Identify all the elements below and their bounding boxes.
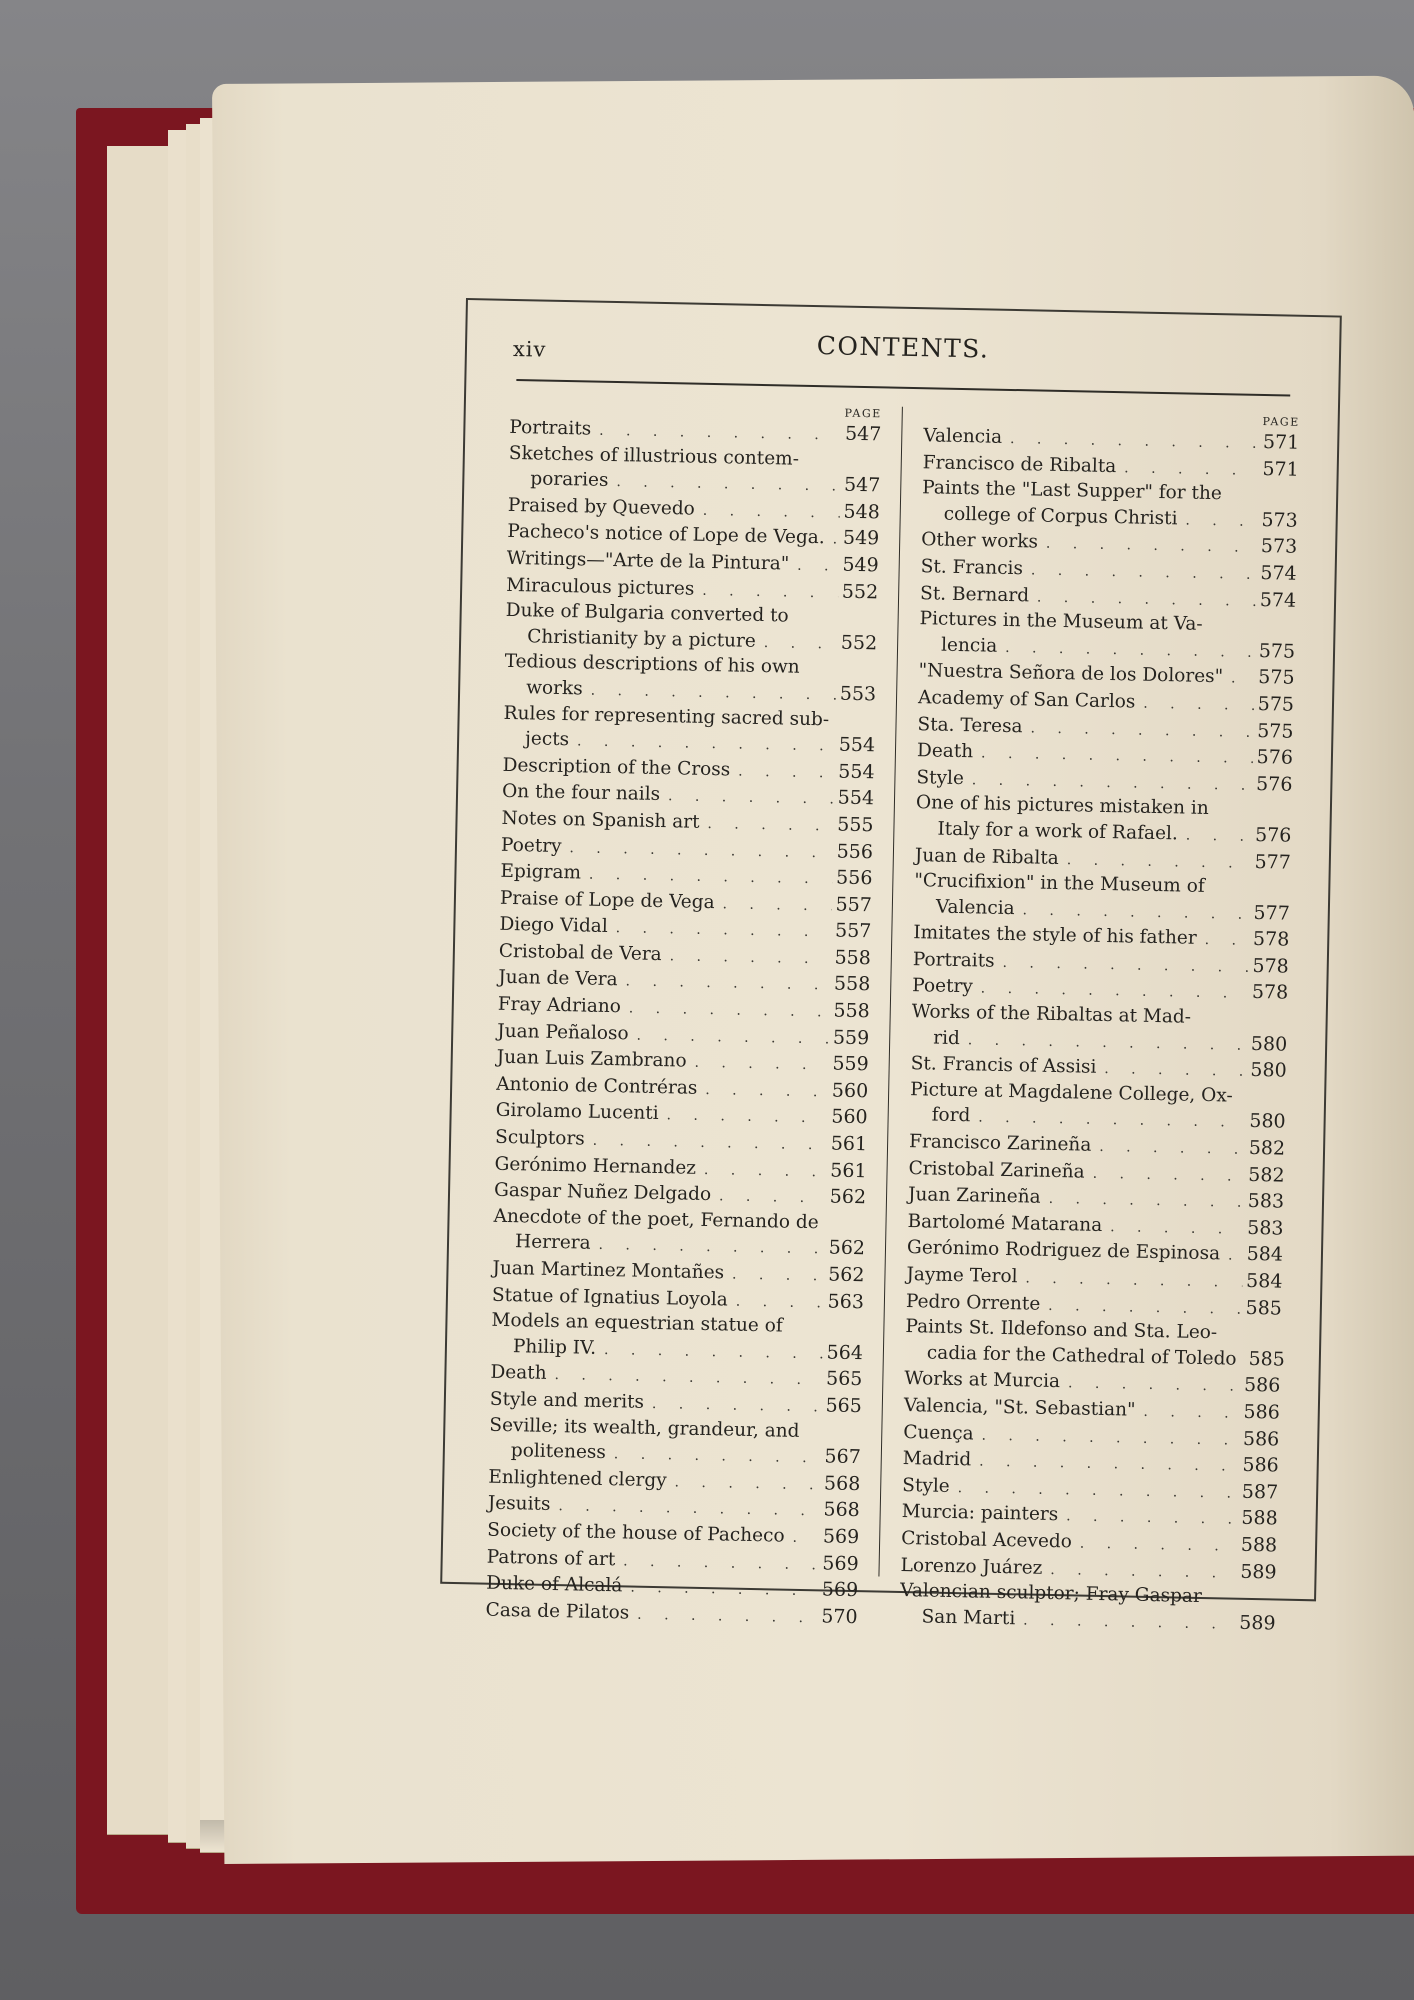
toc-page-number: 577	[1254, 850, 1292, 874]
toc-entry-text: Sculptors	[494, 1126, 585, 1150]
toc-page-number: 557	[835, 893, 873, 916]
toc-entry-text: Juan Luis Zambrano	[496, 1047, 687, 1072]
toc-entry	[504, 650, 877, 709]
toc-page-number: 586	[1243, 1400, 1281, 1424]
toc-entry-text: Gaspar Nuñez Delgado	[493, 1179, 712, 1206]
toc-page-number: 556	[836, 840, 874, 863]
toc-page-number: 585	[1245, 1296, 1283, 1320]
page-column-label: PAGE	[1262, 415, 1300, 429]
toc-page-number: 588	[1240, 1533, 1278, 1557]
toc-entry	[911, 1000, 1288, 1059]
toc-entry-text: Pacheco's notice of Lope de Vega.	[507, 521, 825, 549]
toc-entry-text: Anecdote of the poet, Fernando de	[493, 1205, 819, 1234]
toc-page-number: 577	[1253, 901, 1291, 925]
toc-entry-text: Praised by Quevedo	[507, 494, 696, 520]
toc-entry-text: Sta. Teresa	[917, 713, 1023, 737]
dot-leader	[699, 812, 833, 839]
toc-page-number: 567	[824, 1445, 862, 1469]
page-title: CONTENTS.	[816, 331, 990, 364]
toc-entry	[508, 441, 881, 500]
dot-leader	[658, 1103, 827, 1131]
toc-page-number: 558	[834, 946, 872, 970]
toc-entry-text: ford	[931, 1104, 971, 1127]
toc-entry-text: One of his pictures mistaken in	[915, 792, 1209, 820]
toc-entry-text: Juan de Vera	[498, 967, 618, 991]
dot-leader	[1178, 823, 1252, 849]
dot-leader	[1060, 1372, 1241, 1400]
dot-leader	[714, 892, 832, 919]
dot-leader	[789, 554, 839, 580]
toc-page-number: 571	[1262, 431, 1300, 454]
toc-page-number: 561	[830, 1132, 868, 1156]
toc-page-number: 562	[828, 1236, 866, 1260]
toc-page-number: 565	[825, 1394, 863, 1418]
toc-entry-text: Pedro Orrente	[905, 1290, 1041, 1315]
dot-leader	[660, 784, 834, 812]
toc-entry-text: Enlightened clergy	[488, 1466, 667, 1492]
toc-page-number: 555	[837, 813, 874, 837]
toc-page-number: 547	[843, 473, 881, 497]
toc-entry-text: Fray Adriano	[497, 993, 622, 1018]
toc-page-number: 564	[826, 1341, 864, 1364]
toc-entry-text: Jayme Terol	[906, 1264, 1018, 1288]
dot-leader	[644, 1392, 822, 1420]
toc-page-number: 578	[1252, 928, 1290, 951]
toc-page-number: 580	[1250, 1032, 1288, 1056]
entry-list-right	[899, 423, 1299, 1638]
dot-leader	[1223, 667, 1255, 692]
toc-entry-text: Bartolomé Matarana	[907, 1210, 1103, 1236]
toc-entry-text: Francisco de Ribalta	[922, 451, 1117, 477]
toc-entry-text: Death	[490, 1362, 547, 1385]
page-number: xiv	[512, 336, 547, 362]
toc-entry-text: On the four nails	[501, 781, 661, 806]
dot-leader	[666, 1470, 820, 1498]
toc-entry	[505, 599, 878, 658]
toc-entry-text: poraries	[530, 468, 609, 492]
dot-leader	[724, 1262, 825, 1289]
toc-page-number: 568	[823, 1498, 860, 1522]
toc-entry-text: Casa de Pilatos	[485, 1599, 630, 1624]
toc-page-number: 554	[838, 733, 876, 757]
toc-entry-text: St. Francis of Assisi	[910, 1053, 1097, 1079]
toc-entry-text: St. Bernard	[919, 582, 1030, 606]
toc-entry-text: Murcia: painters	[901, 1501, 1059, 1526]
toc-entry-text: Statue of Ignatius Loyola	[491, 1284, 729, 1311]
toc-entry-text: Girolamo Lucenti	[495, 1100, 659, 1125]
dot-leader	[1072, 1531, 1237, 1559]
contents-column-left	[485, 399, 882, 1632]
toc-entry-text: Writings—"Arte de la Pintura"	[506, 547, 790, 575]
toc-entry-text: Juan Zarineña	[907, 1184, 1041, 1208]
toc-page-number: 557	[834, 919, 872, 943]
toc-entry	[909, 1078, 1286, 1137]
toc-page-number: 571	[1262, 457, 1299, 481]
toc-page-number: 549	[842, 553, 879, 577]
dot-leader	[1058, 1504, 1238, 1532]
toc-page-number: 584	[1246, 1243, 1284, 1266]
toc-entry-text: Cristobal de Vera	[498, 940, 662, 965]
dot-leader	[695, 498, 840, 525]
toc-entry-text: Juan de Ribalta	[914, 844, 1060, 869]
toc-entry-text: cadia for the Cathedral of Toledo	[926, 1342, 1237, 1370]
toc-page-number: 574	[1260, 561, 1297, 585]
toc-entry	[905, 1315, 1286, 1374]
toc-entry-text: jects	[524, 728, 570, 751]
toc-page-number: 573	[1261, 508, 1298, 532]
toc-page-number: 552	[841, 580, 879, 603]
toc-entry-text: Italy for a work of Rafael.	[937, 818, 1179, 845]
dot-leader	[784, 1526, 819, 1551]
dot-leader	[1015, 1608, 1236, 1637]
toc-page-number: 569	[821, 1578, 859, 1602]
toc-page-number: 570	[821, 1605, 858, 1628]
toc-entry-text: Models an equestrian statue of	[491, 1309, 783, 1337]
toc-page-number: 563	[827, 1290, 865, 1313]
toc-entry	[491, 1309, 864, 1368]
toc-entry-text: Rules for representing sacred sub-	[503, 702, 830, 730]
toc-page-number: 582	[1248, 1136, 1286, 1160]
toc-entry-text: Gerónimo Hernandez	[494, 1153, 697, 1179]
toc-entry-text: Seville; its wealth, grandeur, and	[489, 1414, 800, 1442]
toc-page-number: 562	[827, 1263, 865, 1287]
toc-entry	[919, 607, 1296, 666]
toc-entry-text: Valencia	[935, 896, 1015, 919]
toc-page-number: 589	[1240, 1560, 1277, 1584]
toc-entry-text: Antonio de Contréras	[496, 1073, 698, 1099]
toc-entry-text: Imitates the style of his father	[913, 922, 1197, 950]
dot-leader	[1059, 848, 1251, 876]
toc-page-number: 561	[830, 1159, 867, 1182]
toc-page-number: 558	[833, 999, 870, 1023]
toc-entry-text: "Crucifixion" in the Museum of	[914, 870, 1205, 898]
dot-leader	[756, 631, 838, 657]
toc-page-number: 574	[1259, 588, 1297, 612]
toc-entry-text: Francisco Zarineña	[908, 1131, 1092, 1156]
toc-entry-text: Academy of San Carlos	[917, 687, 1136, 713]
toc-page-number: 576	[1256, 746, 1294, 769]
toc-entry-text: Gerónimo Rodriguez de Espinosa	[906, 1237, 1221, 1265]
toc-entry-text: Cuença	[903, 1421, 974, 1444]
toc-entry-text: Philip IV.	[512, 1335, 597, 1359]
toc-entry-text: Works of the Ribaltas at Mad-	[911, 1001, 1192, 1028]
toc-entry-text: Juan Peñaloso	[497, 1020, 629, 1045]
toc-entry-text: Works at Murcia	[904, 1368, 1061, 1393]
toc-entry-text: Society of the house of Pacheco	[487, 1519, 785, 1547]
toc-page-number: 575	[1258, 666, 1295, 690]
toc-entry-text: Juan Martinez Montañes	[492, 1257, 725, 1284]
toc-page-number: 559	[832, 1052, 869, 1076]
toc-entry-text: Style and merits	[489, 1388, 645, 1413]
toc-entry-text: Style	[902, 1474, 950, 1497]
dot-leader	[1102, 1215, 1243, 1242]
column-divider	[878, 407, 902, 1577]
toc-page-number: 573	[1260, 535, 1298, 559]
toc-page-number: 586	[1242, 1453, 1279, 1477]
toc-entry-text: Notes on Spanish art	[501, 807, 700, 833]
toc-entry	[915, 791, 1292, 850]
toc-entry-text: Praise of Lope de Vega	[499, 887, 715, 913]
toc-entry-text: Christianity by a picture	[527, 626, 757, 652]
toc-page-number: 548	[843, 500, 881, 524]
toc-page-number: 580	[1250, 1059, 1287, 1082]
toc-entry-text: "Nuestra Señora de los Dolores"	[918, 660, 1224, 688]
toc-page-number: 556	[835, 866, 873, 890]
toc-page-number: 582	[1248, 1163, 1285, 1187]
toc-entry-text: Valencia, "St. Sebastian"	[903, 1394, 1136, 1421]
toc-page-number: 584	[1245, 1269, 1283, 1293]
toc-page-number: 552	[840, 631, 878, 655]
toc-page-number: 554	[838, 760, 875, 784]
toc-entry-text: Poetry	[912, 975, 973, 998]
toc-entry	[914, 869, 1291, 928]
toc-page-number: 560	[831, 1079, 869, 1103]
toc-entry-text: St. Francis	[920, 556, 1024, 580]
dot-leader	[1116, 456, 1259, 483]
toc-entry	[493, 1205, 866, 1264]
toc-entry-text: Poetry	[500, 834, 562, 857]
toc-page-number: 560	[831, 1105, 868, 1129]
toc-page-number: 586	[1242, 1427, 1280, 1451]
contents-text-block	[440, 298, 1342, 1635]
toc-entry	[899, 1579, 1276, 1638]
toc-page-number: 589	[1239, 1611, 1276, 1635]
toc-entry-text: Death	[916, 740, 974, 763]
dot-leader	[1135, 691, 1254, 718]
toc-entry-text: Jesuits	[487, 1493, 551, 1516]
toc-entry-text: Miraculous pictures	[506, 574, 695, 600]
toc-page-number: 559	[832, 1026, 870, 1049]
dot-leader	[730, 759, 835, 786]
toc-entry-text: Herrera	[514, 1231, 591, 1255]
dot-leader	[1196, 928, 1249, 954]
toc-page-number: 586	[1243, 1374, 1281, 1397]
toc-entry-text: San Marti	[921, 1606, 1016, 1630]
toc-entry-text: Cristobal Acevedo	[900, 1527, 1073, 1553]
dot-leader	[1135, 1400, 1239, 1427]
dot-leader	[697, 1078, 828, 1105]
toc-page-number: 578	[1251, 981, 1289, 1005]
header-rule	[516, 379, 1290, 397]
toc-page-number: 562	[829, 1185, 867, 1209]
toc-entry-text: college of Corpus Christi	[943, 503, 1178, 530]
toc-entry	[489, 1413, 862, 1472]
toc-entry-text: Portraits	[912, 948, 995, 972]
toc-page-number: 565	[825, 1367, 863, 1391]
toc-entry-text: Madrid	[902, 1448, 972, 1471]
toc-entry-text: Cristobal Zarineña	[908, 1157, 1085, 1183]
toc-page-number: 576	[1254, 823, 1292, 847]
toc-entry-text: Duke of Bulgaria converted to	[505, 600, 789, 627]
toc-entry-text: Epigram	[500, 860, 582, 884]
toc-entry-text: Paints the "Last Supper" for the	[922, 477, 1222, 505]
toc-entry-text: Other works	[921, 529, 1039, 553]
toc-page-number: 588	[1241, 1507, 1278, 1530]
dot-leader	[824, 528, 839, 553]
toc-entry-text: rid	[933, 1027, 961, 1049]
dot-leader	[1220, 1244, 1243, 1269]
toc-entry-text: Patrons of art	[486, 1546, 616, 1570]
toc-page-number: 569	[822, 1525, 860, 1549]
toc-entry-text: Style	[916, 766, 965, 789]
toc-page-number: 558	[833, 972, 871, 996]
dot-leader	[629, 1602, 818, 1630]
dot-leader	[711, 1184, 826, 1211]
toc-entry-text: Pictures in the Museum at Va-	[919, 608, 1203, 636]
page-column-label: PAGE	[844, 406, 882, 421]
contents-column-right	[899, 407, 1299, 1638]
toc-page-number: 575	[1257, 692, 1295, 716]
toc-entry-text: Tedious descriptions of his own	[504, 651, 800, 679]
toc-page-number: 547	[844, 422, 882, 446]
dot-leader	[1084, 1161, 1244, 1189]
toc-entry-text: Picture at Magdalene College, Ox-	[909, 1078, 1233, 1107]
toc-entry-text: lencia	[940, 634, 998, 657]
toc-page-number: 583	[1247, 1190, 1285, 1213]
dot-leader	[1091, 1135, 1245, 1163]
toc-entry-text: Diego Vidal	[499, 914, 608, 938]
toc-entry-text: Valencian sculptor; Fray Gaspar	[899, 1580, 1202, 1608]
dot-leader	[728, 1289, 824, 1316]
entry-list-left	[485, 415, 881, 1632]
toc-entry-text: works	[525, 677, 583, 700]
toc-page-number: 587	[1241, 1480, 1279, 1504]
toc-page-number: 575	[1256, 719, 1294, 743]
toc-entry-text: Portraits	[509, 416, 592, 440]
toc-entry-text: Lorenzo Juárez	[900, 1554, 1043, 1579]
toc-page-number: 583	[1247, 1216, 1284, 1240]
toc-entry-text: politeness	[510, 1440, 607, 1464]
toc-entry-text: Valencia	[923, 425, 1003, 448]
dot-leader	[686, 1051, 828, 1078]
dot-leader	[694, 578, 838, 605]
toc-page-number: 576	[1255, 772, 1293, 796]
dot-leader	[1177, 508, 1257, 534]
toc-entry-text: Description of the Cross	[502, 754, 731, 781]
toc-page-number: 554	[837, 786, 875, 810]
toc-page-number: 578	[1252, 954, 1289, 978]
toc-entry	[503, 701, 876, 760]
toc-page-number: 549	[842, 526, 880, 550]
toc-page-number: 553	[839, 682, 877, 706]
toc-page-number: 575	[1258, 639, 1296, 663]
toc-page-number: 580	[1249, 1110, 1286, 1134]
toc-entry	[921, 476, 1298, 535]
dot-leader	[661, 944, 830, 972]
toc-entry-text: Sketches of illustrious contem-	[508, 442, 800, 470]
toc-entry-text: Paints St. Ildefonso and Sta. Leo-	[905, 1316, 1218, 1344]
toc-page-number: 585	[1248, 1347, 1286, 1371]
toc-entry-text: Duke of Alcalá	[485, 1572, 623, 1597]
toc-page-number: 569	[822, 1551, 859, 1575]
dot-leader	[696, 1157, 827, 1184]
dot-leader	[1096, 1057, 1247, 1085]
toc-page-number: 568	[823, 1472, 861, 1495]
